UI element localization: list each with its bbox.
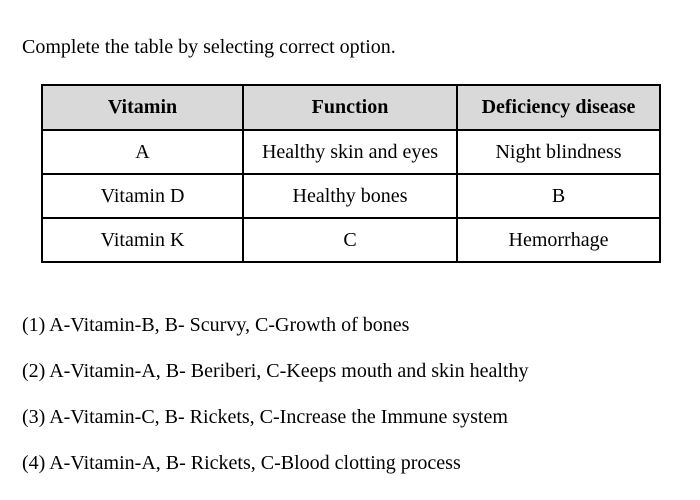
answer-options: [22, 312, 528, 496]
vitamin-table: [41, 84, 661, 263]
cell-vitamin: Vitamin K: [42, 218, 243, 262]
header-vitamin: Vitamin: [42, 85, 243, 130]
table-row: [42, 218, 660, 262]
cell-deficiency: Night blindness: [457, 130, 660, 174]
header-function: Function: [243, 85, 457, 130]
header-deficiency-disease: Deficiency disease: [457, 85, 660, 130]
cell-function: C: [243, 218, 457, 262]
option-3[interactable]: (3) A-Vitamin-C, B- Rickets, C-Increase the Immune system: [22, 406, 508, 428]
cell-vitamin: A: [42, 130, 243, 174]
table-row: [42, 130, 660, 174]
cell-vitamin: Vitamin D: [42, 174, 243, 218]
cell-deficiency: B: [457, 174, 660, 218]
table-row: [42, 174, 660, 218]
cell-deficiency: Hemorrhage: [457, 218, 660, 262]
cell-function: Healthy bones: [243, 174, 457, 218]
option-4[interactable]: (4) A-Vitamin-A, B- Rickets, C-Blood clotting process: [22, 452, 461, 474]
option-1[interactable]: (1) A-Vitamin-B, B- Scurvy, C-Growth of bones: [22, 314, 410, 336]
cell-function: Healthy skin and eyes: [243, 130, 457, 174]
question-text: Complete the table by selecting correct option.: [22, 36, 396, 58]
option-2[interactable]: (2) A-Vitamin-A, B- Beriberi, C-Keeps mouth and skin healthy: [22, 360, 529, 382]
table-header-row: [42, 85, 660, 130]
